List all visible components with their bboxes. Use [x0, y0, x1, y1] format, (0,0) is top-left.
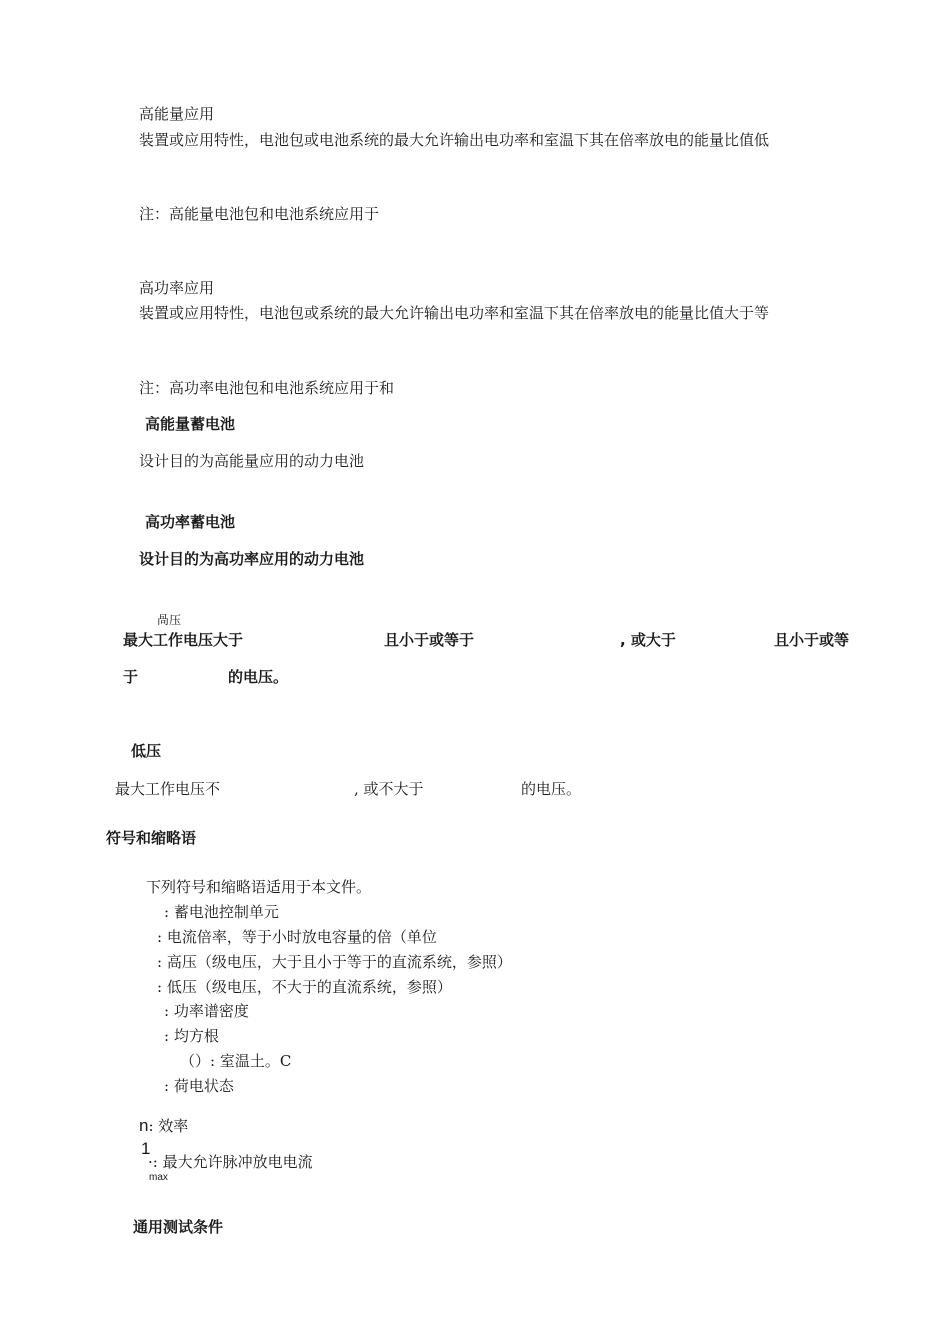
symbol-item: : 低压（级电压，不大于的直流系统，参照）: [157, 978, 452, 996]
symbol-item: : 高压（级电压，大于且小于等于的直流系统，参照）: [157, 953, 512, 971]
imax-symbol: 1: [141, 1139, 151, 1158]
high-power-battery-definition: 设计目的为高功率应用的动力电池: [139, 550, 365, 568]
low-voltage-def-part2: , 或不大于: [354, 780, 424, 798]
high-voltage-def-part2: 且小于或等于: [384, 631, 475, 649]
high-voltage-def-part3: , 或大于: [620, 631, 676, 649]
imax-text: ·: 最大允许脉冲放电电流: [148, 1153, 313, 1171]
low-voltage-title: 低压: [131, 742, 162, 760]
high-voltage-def-part5: 于: [123, 668, 139, 686]
symbol-item: : 功率谱密度: [164, 1002, 249, 1020]
symbol-item: （）: 室温土。C: [180, 1052, 292, 1070]
high-power-application-title: 高功率应用: [139, 279, 215, 297]
high-power-battery-title: 高功率蓄电池: [145, 513, 236, 531]
high-energy-application-title: 高能量应用: [139, 105, 215, 123]
symbol-item: : 电流倍率，等于小时放电容量的倍（单位: [157, 928, 437, 946]
high-voltage-def-part6: 的电压。: [228, 668, 289, 686]
eta-symbol: n: [139, 1116, 149, 1135]
high-energy-battery-title: 高能量蓄电池: [145, 415, 236, 433]
symbol-item: : 蓄电池控制单元: [164, 903, 279, 921]
general-test-conditions-heading: 通用测试条件: [133, 1218, 224, 1236]
high-energy-battery-definition: 设计目的为高能量应用的动力电池: [139, 452, 365, 470]
efficiency-symbol-line: [139, 1116, 188, 1136]
low-voltage-def-part1: 最大工作电压不: [115, 780, 221, 798]
low-voltage-def-part3: 的电压。: [521, 780, 582, 798]
high-power-application-definition: 装置或应用特性，电池包或系统的最大允许输出电功率和室温下其在倍率放电的能量比值大于等: [139, 304, 770, 322]
high-voltage-title: 咼压: [157, 613, 182, 627]
high-power-application-note: 注：高功率电池包和电池系统应用于和: [139, 379, 395, 397]
symbol-item: : 均方根: [164, 1027, 219, 1045]
eta-text: : 效率: [148, 1117, 189, 1135]
high-voltage-def-part4: 且小于或等: [774, 631, 850, 649]
symbol-item: : 荷电状态: [164, 1077, 234, 1095]
high-energy-application-note: 注：高能量电池包和电池系统应用于: [139, 205, 380, 223]
symbols-intro: 下列符号和缩略语适用于本文件。: [146, 878, 372, 896]
symbols-heading: 符号和缩略语: [106, 829, 197, 847]
imax-subscript: max: [149, 1172, 168, 1183]
high-energy-application-definition: 装置或应用特性，电池包或电池系统的最大允许输出电功率和室温下其在倍率放电的能量比值低: [139, 131, 770, 149]
high-voltage-def-part1: 最大工作电压大于: [123, 631, 244, 649]
